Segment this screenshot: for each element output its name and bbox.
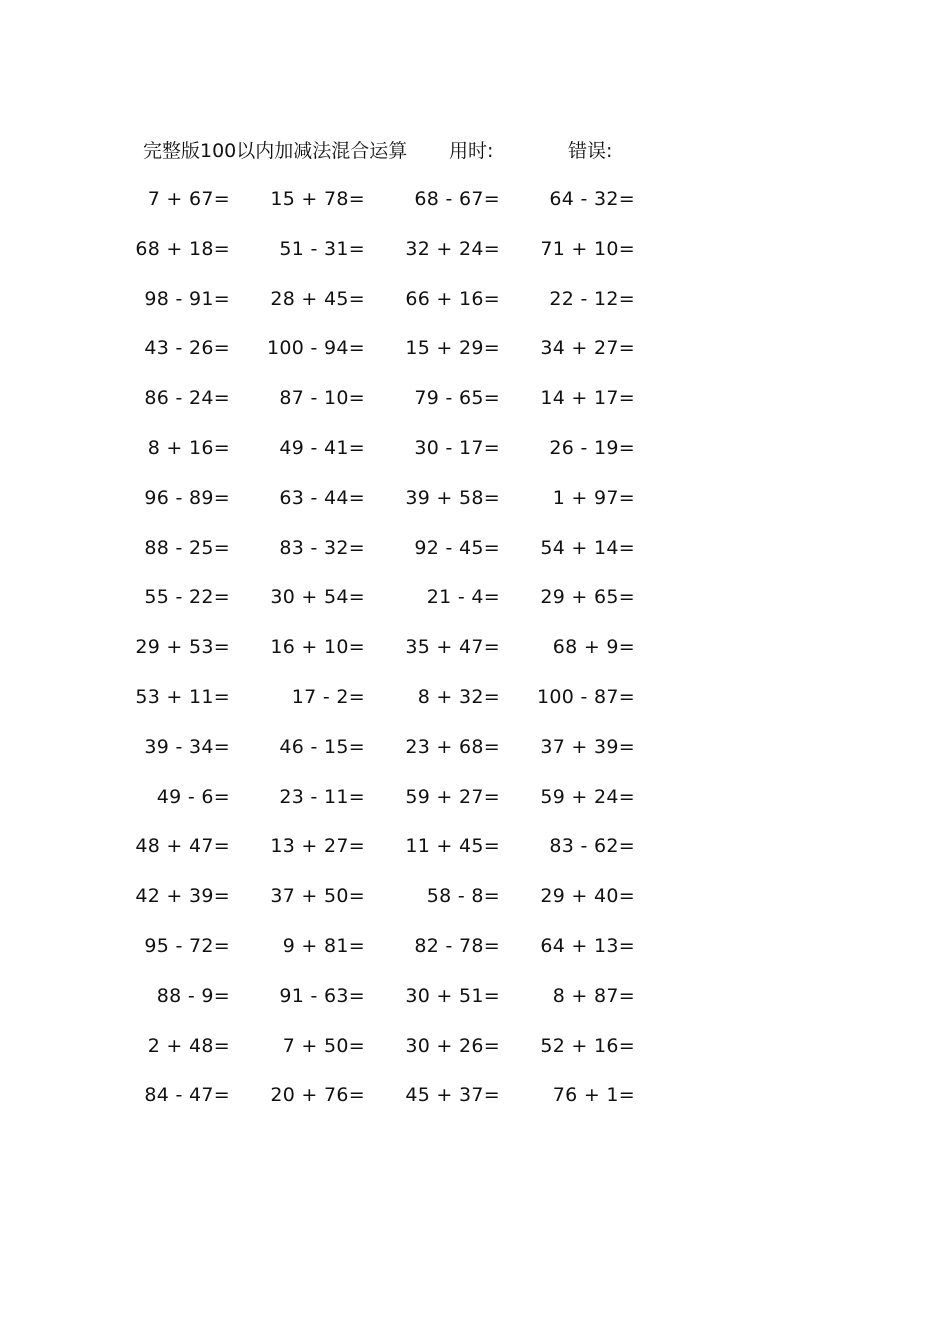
problem-cell: 28 + 45=	[270, 287, 365, 310]
problem-row	[0, 583, 950, 633]
problem-row	[0, 384, 950, 434]
problem-row	[0, 534, 950, 584]
problem-grid	[0, 185, 950, 1131]
problem-cell: 96 - 89=	[144, 486, 230, 509]
problem-cell: 26 - 19=	[549, 436, 635, 459]
problem-cell: 14 + 17=	[540, 387, 635, 410]
problem-cell: 21 - 4=	[426, 586, 500, 609]
problem-cell: 87 - 10=	[279, 387, 365, 410]
problem-cell: 86 - 24=	[144, 387, 230, 410]
problem-cell: 15 + 29=	[405, 337, 500, 360]
problem-cell: 37 + 39=	[540, 735, 635, 758]
problem-cell: 9 + 81=	[282, 934, 365, 957]
problem-cell: 82 - 78=	[414, 934, 500, 957]
problem-cell: 34 + 27=	[540, 337, 635, 360]
problem-cell: 8 + 32=	[417, 685, 500, 708]
problem-cell: 7 + 50=	[282, 1034, 365, 1057]
problem-cell: 30 - 17=	[414, 436, 500, 459]
problem-cell: 64 - 32=	[549, 188, 635, 210]
problem-cell: 20 + 76=	[270, 1084, 365, 1107]
problem-cell: 59 + 24=	[540, 785, 635, 808]
problem-cell: 45 + 37=	[405, 1084, 500, 1107]
error-label: 错误:	[568, 140, 613, 162]
problem-row	[0, 832, 950, 882]
problem-cell: 83 - 32=	[279, 536, 365, 559]
problem-cell: 51 - 31=	[279, 237, 365, 260]
problem-row	[0, 434, 950, 484]
time-label: 用时:	[449, 140, 494, 162]
problem-cell: 54 + 14=	[540, 536, 635, 559]
problem-row	[0, 683, 950, 733]
problem-cell: 29 + 65=	[540, 586, 635, 609]
problem-cell: 23 + 68=	[405, 735, 500, 758]
problem-row	[0, 484, 950, 534]
problem-cell: 55 - 22=	[144, 586, 230, 609]
problem-row	[0, 235, 950, 285]
problem-cell: 92 - 45=	[414, 536, 500, 559]
problem-cell: 32 + 24=	[405, 237, 500, 260]
problem-cell: 59 + 27=	[405, 785, 500, 808]
problem-cell: 46 - 15=	[279, 735, 365, 758]
problem-cell: 100 - 87=	[537, 685, 635, 708]
problem-row	[0, 334, 950, 384]
problem-cell: 17 - 2=	[291, 685, 365, 708]
problem-cell: 2 + 48=	[147, 1034, 230, 1057]
problem-cell: 15 + 78=	[270, 188, 365, 210]
problem-row	[0, 932, 950, 982]
problem-cell: 71 + 10=	[540, 237, 635, 260]
problem-cell: 48 + 47=	[135, 835, 230, 858]
problem-cell: 79 - 65=	[414, 387, 500, 410]
problem-row	[0, 633, 950, 683]
problem-cell: 39 - 34=	[144, 735, 230, 758]
problem-cell: 7 + 67=	[147, 188, 230, 210]
problem-cell: 16 + 10=	[270, 636, 365, 659]
problem-cell: 49 - 6=	[156, 785, 230, 808]
problem-row	[0, 982, 950, 1032]
problem-row	[0, 882, 950, 932]
problem-row	[0, 1032, 950, 1082]
problem-row	[0, 783, 950, 833]
problem-cell: 8 + 16=	[147, 436, 230, 459]
problem-cell: 58 - 8=	[426, 885, 500, 908]
problem-cell: 1 + 97=	[552, 486, 635, 509]
problem-cell: 88 - 25=	[144, 536, 230, 559]
problem-cell: 8 + 87=	[552, 984, 635, 1007]
problem-cell: 66 + 16=	[405, 287, 500, 310]
problem-cell: 88 - 9=	[156, 984, 230, 1007]
problem-cell: 98 - 91=	[144, 287, 230, 310]
problem-cell: 68 - 67=	[414, 188, 500, 210]
problem-cell: 83 - 62=	[549, 835, 635, 858]
problem-row	[0, 733, 950, 783]
problem-cell: 13 + 27=	[270, 835, 365, 858]
problem-cell: 76 + 1=	[552, 1084, 635, 1107]
problem-cell: 91 - 63=	[279, 984, 365, 1007]
problem-row	[0, 285, 950, 335]
problem-cell: 30 + 26=	[405, 1034, 500, 1057]
problem-cell: 43 - 26=	[144, 337, 230, 360]
problem-row	[0, 1081, 950, 1131]
problem-cell: 84 - 47=	[144, 1084, 230, 1107]
problem-cell: 39 + 58=	[405, 486, 500, 509]
problem-cell: 52 + 16=	[540, 1034, 635, 1057]
problem-cell: 22 - 12=	[549, 287, 635, 310]
problem-cell: 23 - 11=	[279, 785, 365, 808]
problem-cell: 37 + 50=	[270, 885, 365, 908]
problem-cell: 100 - 94=	[267, 337, 365, 360]
problem-cell: 63 - 44=	[279, 486, 365, 509]
worksheet-title: 完整版100以内加减法混合运算	[143, 140, 408, 162]
problem-cell: 30 + 51=	[405, 984, 500, 1007]
problem-cell: 35 + 47=	[405, 636, 500, 659]
problem-cell: 68 + 9=	[552, 636, 635, 659]
problem-cell: 42 + 39=	[135, 885, 230, 908]
problem-cell: 53 + 11=	[135, 685, 230, 708]
problem-cell: 11 + 45=	[405, 835, 500, 858]
problem-cell: 30 + 54=	[270, 586, 365, 609]
problem-cell: 49 - 41=	[279, 436, 365, 459]
problem-row	[0, 185, 950, 235]
problem-cell: 64 + 13=	[540, 934, 635, 957]
problem-cell: 68 + 18=	[135, 237, 230, 260]
problem-cell: 29 + 53=	[135, 636, 230, 659]
problem-cell: 29 + 40=	[540, 885, 635, 908]
problem-cell: 95 - 72=	[144, 934, 230, 957]
